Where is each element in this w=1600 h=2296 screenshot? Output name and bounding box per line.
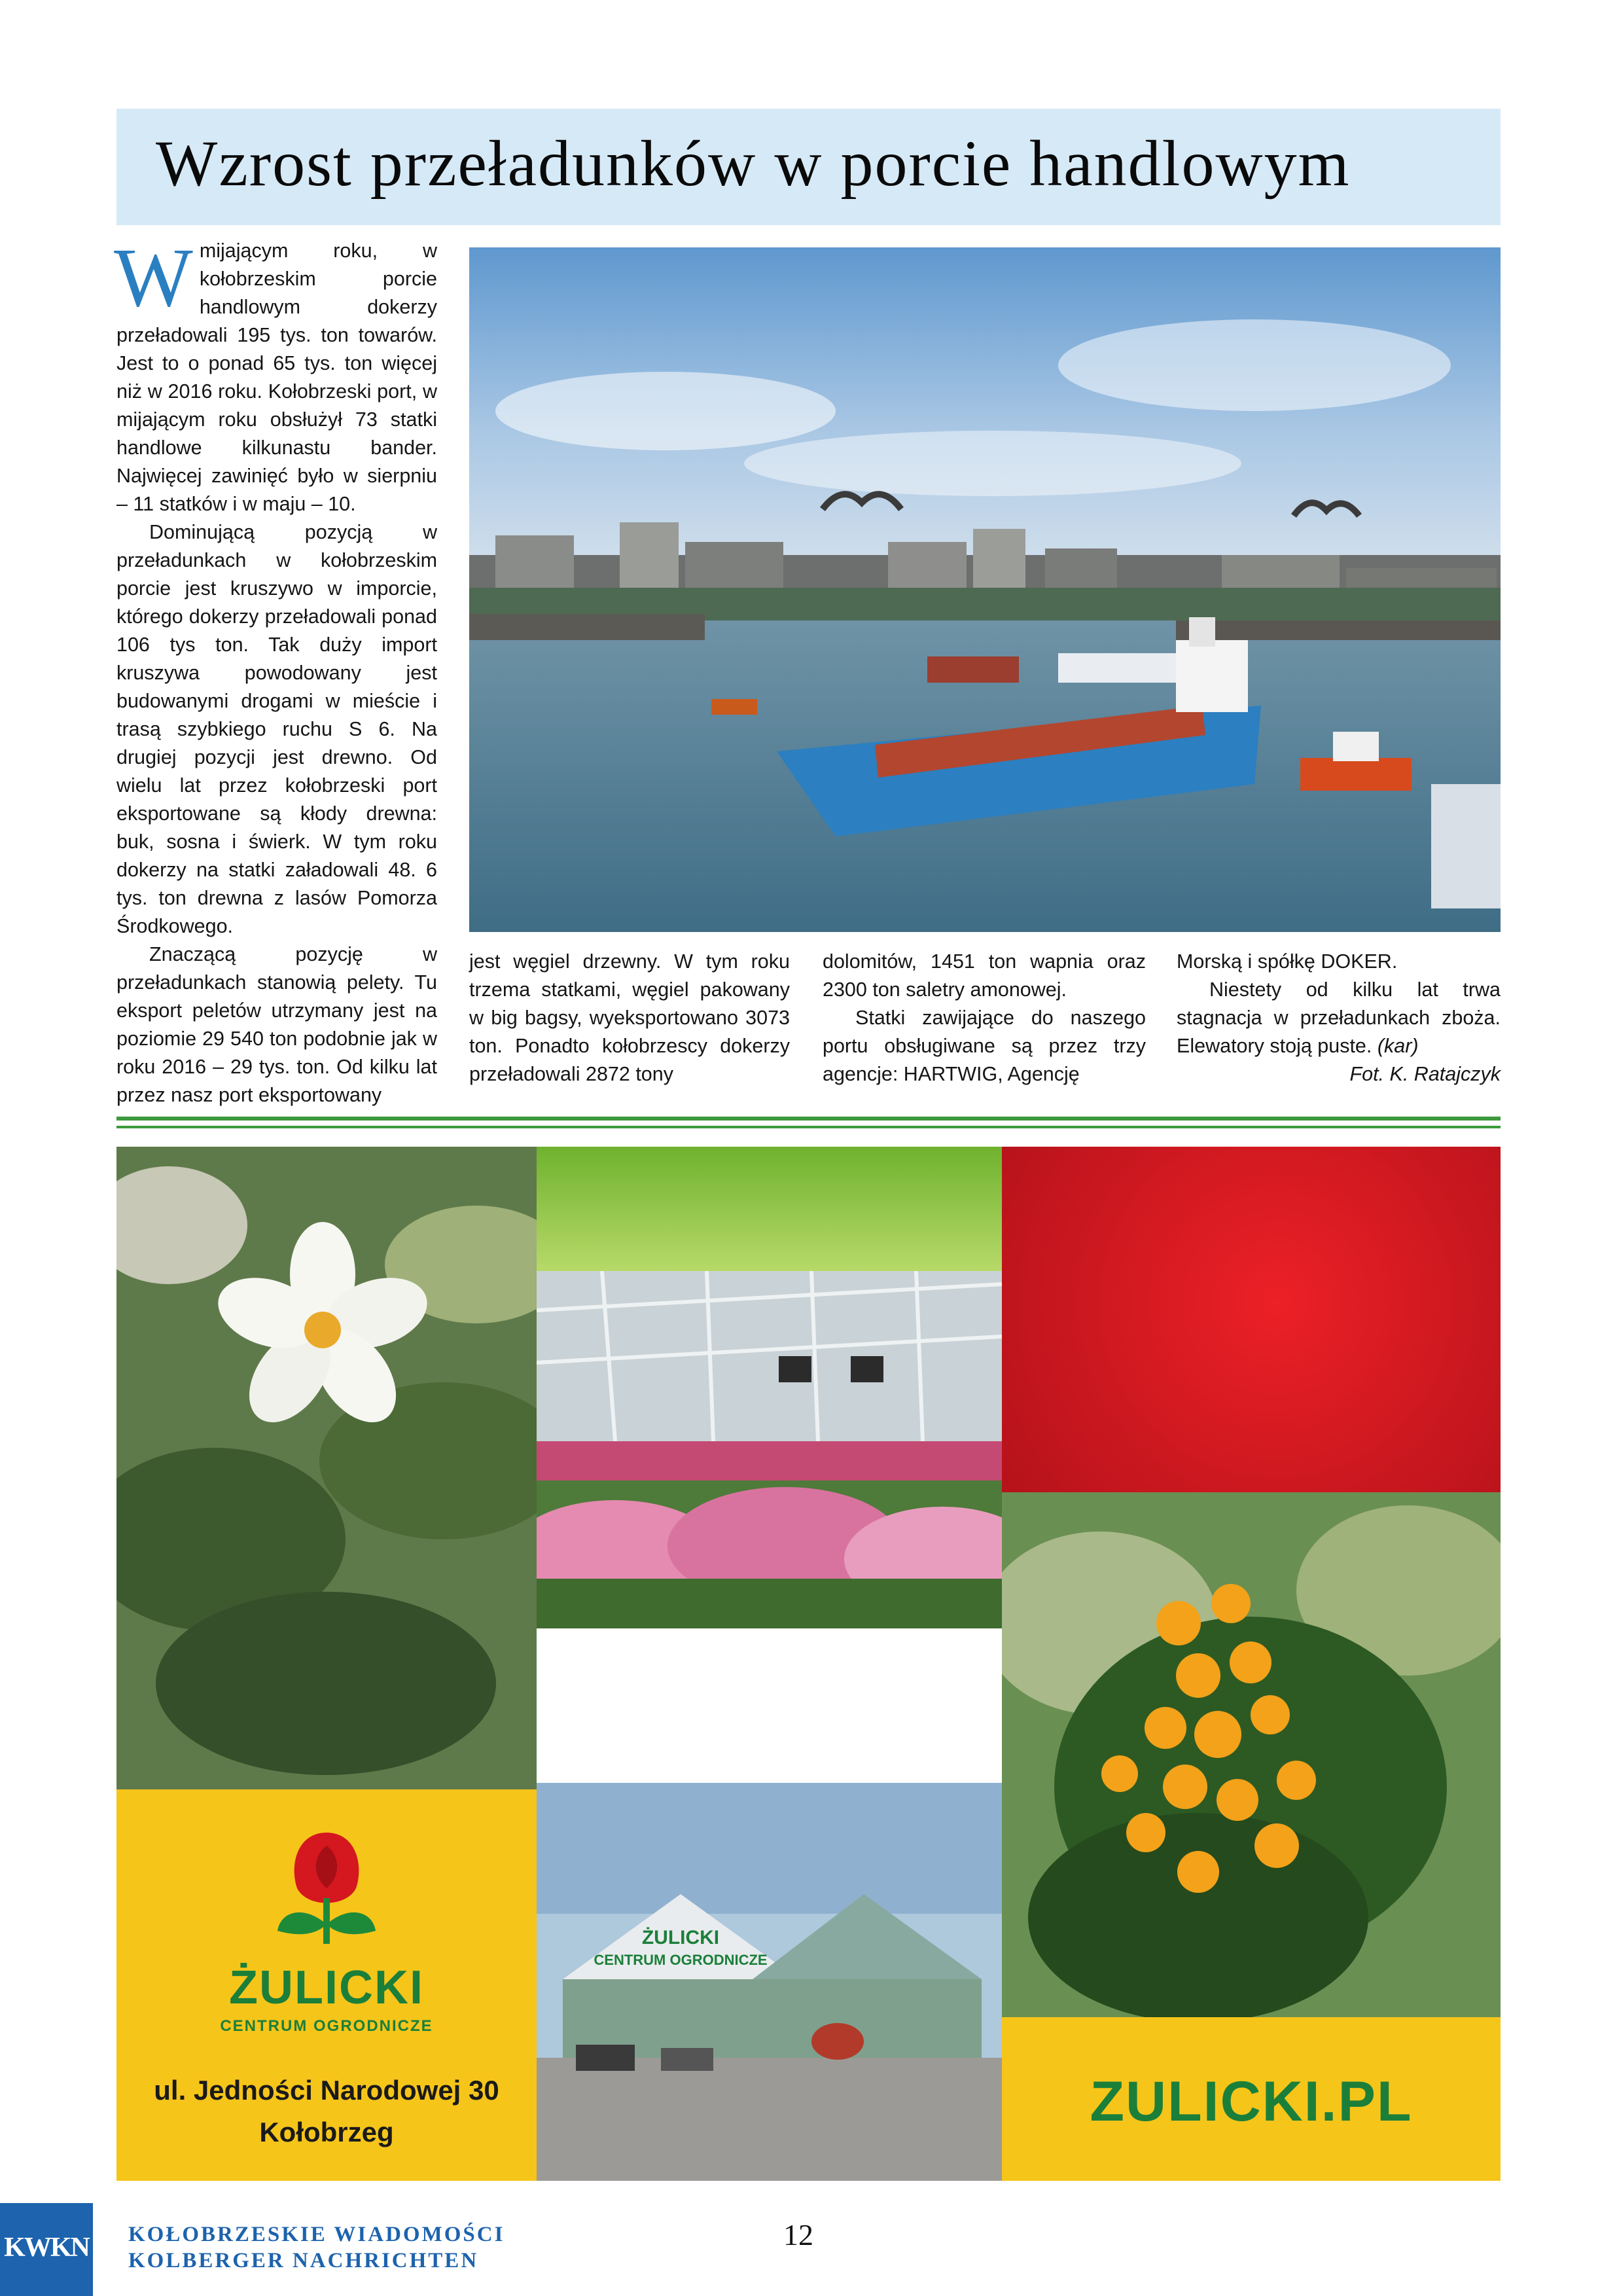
magazine-name-polish: KOŁOBRZESKIE WIADOMOŚCI bbox=[128, 2223, 505, 2246]
paragraph-8: Niestety od kilku lat trwa stagnacja w przeładunkach zboża. Elewatory stoją puste. bbox=[1177, 978, 1501, 1057]
ad-building-photo bbox=[537, 1783, 1002, 2181]
address-city: Kołobrzeg bbox=[259, 2117, 394, 2147]
building-sign-brand: ŻULICKI bbox=[641, 1927, 720, 1948]
magazine-name-german: KOLBERGER NACHRICHTEN bbox=[128, 2249, 479, 2272]
paragraph-1: mijającym roku, w kołobrzeskim porcie handlowym dokerzy przeładowali 195 tys. ton towarów. Jest to o ponad 65 tys. ton więcej niż w 2016 roku. Kołobrzeski port, w mijającym roku obsłużył 73 statki handlowe kilkunastu bander. Najwięcej zawinięć było w sierpniu – 11 statków i w maju – 10. bbox=[116, 240, 437, 515]
article-column-3 bbox=[823, 948, 1146, 1088]
article-column-1 bbox=[114, 231, 437, 1109]
divider-rule bbox=[116, 1117, 1501, 1121]
brand-subtitle: CENTRUM OGRODNICZE bbox=[220, 2017, 433, 2035]
ad-red-band bbox=[1002, 1147, 1501, 1492]
drop-cap: W bbox=[114, 231, 193, 324]
harbor-photo bbox=[469, 247, 1501, 932]
citrus-illustration bbox=[1002, 1492, 1501, 2017]
ad-greenhouse-photo bbox=[537, 1271, 1002, 1628]
paragraph-7: Morską i spółkę DOKER. bbox=[1177, 950, 1398, 973]
ad-logo-panel bbox=[116, 1789, 537, 2181]
ad-flower-photo bbox=[116, 1147, 537, 1789]
paragraph-5: dolomitów, 1451 ton wapnia oraz 2300 ton saletry amonowej. bbox=[823, 950, 1146, 1001]
address-street: ul. Jedności Narodowej 30 bbox=[154, 2075, 499, 2106]
magazine-logo bbox=[0, 2203, 93, 2296]
magazine-logo-text: KWKN bbox=[4, 2233, 89, 2263]
advertisement bbox=[116, 1147, 1501, 2181]
divider-rule-thin bbox=[116, 1126, 1501, 1128]
ad-green-band bbox=[537, 1147, 1002, 1271]
rose-logo-icon bbox=[271, 1826, 382, 1950]
website-link[interactable]: ZULICKI.PL bbox=[1090, 2070, 1413, 2133]
ad-website-panel bbox=[1002, 2017, 1501, 2181]
greenhouse-illustration bbox=[537, 1271, 1002, 1628]
paragraph-3: Znaczącą pozycję w przeładunkach stanowią pelety. Tu eksport peletów utrzymany jest na poziomie 29 540 ton podobnie jak w roku 2016 – 29 tys. ton. Od kilku lat przez nasz port eksportowany bbox=[116, 943, 437, 1106]
ad-citrus-photo bbox=[1002, 1492, 1501, 2017]
title-banner bbox=[116, 109, 1501, 225]
paragraph-6: Statki zawijające do naszego portu obsługiwane są przez trzy agencje: HARTWIG, Agencję bbox=[823, 1007, 1146, 1085]
article-column-2 bbox=[469, 948, 790, 1088]
building-illustration bbox=[537, 1783, 1002, 2181]
author-initials: (kar) bbox=[1377, 1035, 1419, 1057]
article-column-4 bbox=[1177, 948, 1501, 1088]
flower-illustration bbox=[116, 1147, 537, 1789]
brand-name: ŻULICKI bbox=[229, 1962, 424, 2014]
article-title: Wzrost przeładunków w porcie handlowym bbox=[156, 127, 1351, 200]
paragraph-4: jest węgiel drzewny. W tym roku trzema statkami, węgiel pakowany w big bagsy, wyeksportowano 3073 ton. Ponadto kołobrzescy dokerzy przeładowali 2872 tony bbox=[469, 950, 790, 1085]
building-sign-subtitle: CENTRUM OGRODNICZE bbox=[594, 1952, 768, 1968]
harbor-photo-illustration bbox=[469, 247, 1501, 932]
photo-credit: Fot. K. Ratajczyk bbox=[1349, 1063, 1501, 1085]
page-number: 12 bbox=[783, 2218, 813, 2251]
paragraph-2: Dominującą pozycją w przeładunkach w kołobrzeskim porcie jest kruszywo w imporcie, którego dokerzy przeładowali ponad 106 tys ton. Tak duży import kruszywa powodowany jest budowanymi drogami w mieście i trasą szybkiego ruchu S 6. Na drugiej pozycji jest drewno. Od wielu lat przez kołobrzeski port eksportowane są kłody drewna: buk, sosna i świerk. W tym roku dokerzy na statki załadowali 48. 6 tys. ton drewna z lasów Pomorza Środkowego. bbox=[116, 521, 437, 937]
